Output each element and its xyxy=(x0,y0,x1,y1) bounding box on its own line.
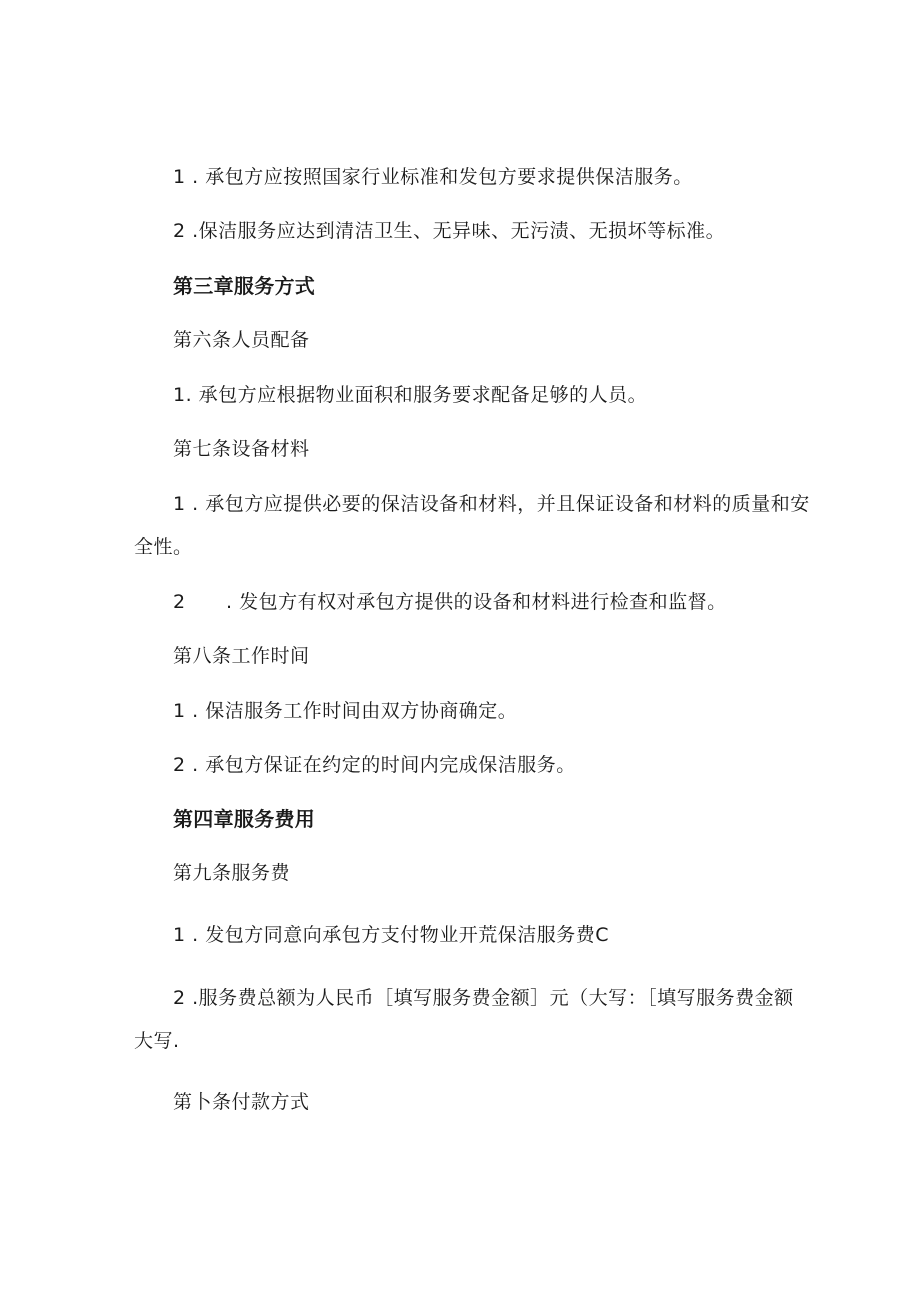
article-10-title: 第卜条付款方式 xyxy=(173,1091,310,1113)
clause-5-item-1: 1 . 承包方应按照国家行业标准和发包方要求提供保洁服务。 xyxy=(173,166,693,188)
article-7-item-2: . 发包方有权对承包方提供的设备和材料进行检查和监督。 xyxy=(226,591,727,613)
article-8-title: 第八条工作时间 xyxy=(173,645,310,667)
article-6-item-1: 1. 承包方应根据物业面积和服务要求配备足够的人员。 xyxy=(173,384,648,406)
article-9-item-1: 1 . 发包方同意向承包方支付物业开荒保洁服务费C xyxy=(173,924,609,946)
article-9-item-2-line-1: 2 .服务费总额为人民币［填写服务费金额］元（大写：［填写服务费金额 xyxy=(173,987,794,1009)
article-8-item-2: 2 . 承包方保证在约定的时间内完成保洁服务。 xyxy=(173,754,576,776)
chapter-3-heading: 第三章服务方式 xyxy=(173,274,316,298)
article-6-title: 第六条人员配备 xyxy=(173,329,310,351)
article-7-item-2-number: 2 xyxy=(173,591,186,613)
article-9-title: 第九条服务费 xyxy=(173,862,291,884)
clause-5-item-2: 2 .保洁服务应达到清洁卫生、无异味、无污渍、无损坏等标准。 xyxy=(173,220,726,242)
article-7-title: 第七条设备材料 xyxy=(173,438,310,460)
article-7-item-1-line-2: 全性。 xyxy=(134,536,193,558)
article-8-item-1: 1 . 保洁服务工作时间由双方协商确定。 xyxy=(173,700,518,722)
article-7-item-1-line-1: 1 . 承包方应提供必要的保洁设备和材料，并且保证设备和材料的质量和安 xyxy=(173,493,810,515)
chapter-4-heading: 第四章服务费用 xyxy=(173,807,316,831)
article-9-item-2-line-2: 大写. xyxy=(134,1030,180,1052)
